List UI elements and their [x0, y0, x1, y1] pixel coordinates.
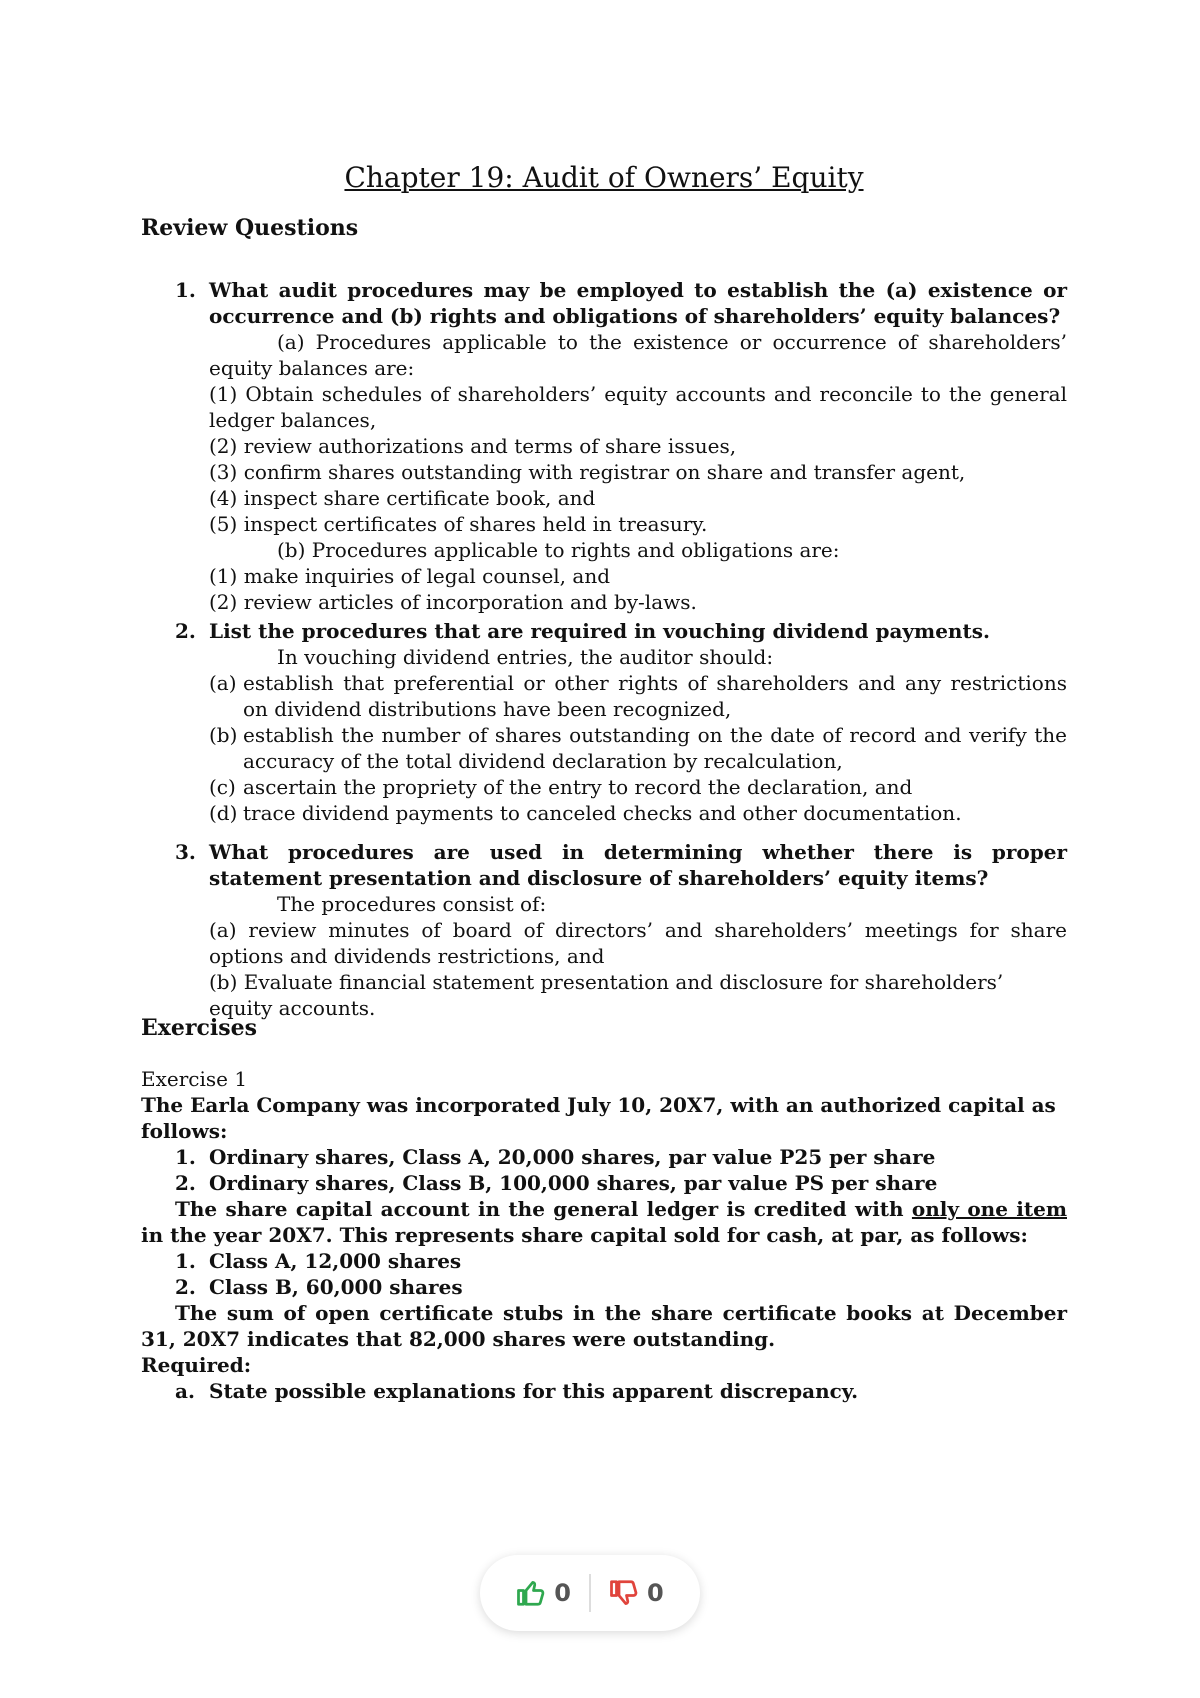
answer-item: [209, 722, 1067, 774]
item-text: ascertain the propriety of the entry to record the declaration, and: [243, 775, 913, 799]
item-number: 1.: [175, 1249, 196, 1273]
exercise-1: [141, 1066, 1067, 1404]
paragraph-text: The share capital account in the general ledger is credited with: [175, 1197, 912, 1221]
answer-item: (a) review minutes of board of directors’ and shareholders’ meetings for share options and dividends restrictions, and: [209, 918, 1067, 968]
thumbs-up-icon: [516, 1578, 546, 1608]
list-item: [141, 1378, 1067, 1404]
answer-intro: The procedures consist of:: [277, 892, 547, 916]
list-item: [141, 1274, 1067, 1300]
item-text: State possible explanations for this apparent discrepancy.: [209, 1379, 859, 1403]
answer-item: (1) Obtain schedules of shareholders’ equity accounts and reconcile to the general ledger balances,: [209, 382, 1067, 432]
answer-item: (3) confirm shares outstanding with registrar on share and transfer agent,: [209, 460, 966, 484]
question-text: List the procedures that are required in vouching dividend payments.: [209, 619, 990, 643]
answer-item: [209, 670, 1067, 722]
item-text: Ordinary shares, Class A, 20,000 shares, par value P25 per share: [209, 1145, 936, 1169]
underlined-text: only one item: [911, 1197, 1067, 1221]
item-text: establish that preferential or other rights of shareholders and any restrictions on dividend distributions have been recognized,: [243, 671, 1067, 721]
answer-intro-a: (a) Procedures applicable to the existence or occurrence of shareholders’ equity balances are:: [209, 330, 1067, 380]
item-label: (b): [209, 723, 238, 747]
question-text: What audit procedures may be employed to establish the (a) existence or occurrence and (b) rights and obligations of shareholders’ equity balances?: [209, 278, 1067, 328]
answer-item: (2) review authorizations and terms of share issues,: [209, 434, 737, 458]
question-1: [141, 277, 1067, 615]
answer-item: (b) Evaluate financial statement presentation and disclosure for shareholders’ equity accounts.: [209, 970, 1004, 1020]
list-item: [141, 1248, 1067, 1274]
answer-intro-b: (b) Procedures applicable to rights and obligations are:: [277, 538, 840, 562]
answer-item: (1) make inquiries of legal counsel, and: [209, 564, 610, 588]
list-item: [141, 1144, 1067, 1170]
item-number: 2.: [175, 1171, 196, 1195]
item-text: establish the number of shares outstanding on the date of record and verify the accuracy of the total dividend declaration by recalculation,: [243, 723, 1067, 773]
answer-item: [209, 774, 1067, 800]
question-number: 1.: [175, 278, 196, 302]
item-text: Ordinary shares, Class B, 100,000 shares, par value PS per share: [209, 1171, 938, 1195]
review-questions-heading: Review Questions: [141, 215, 359, 241]
item-number: 2.: [175, 1275, 196, 1299]
item-text: Class A, 12,000 shares: [209, 1249, 462, 1273]
answer-item: (4) inspect share certificate book, and: [209, 486, 596, 510]
divider: [589, 1574, 591, 1612]
list-item: [141, 1170, 1067, 1196]
paragraph-text: in the year 20X7. This represents share capital sold for cash, at par, as follows:: [141, 1223, 1028, 1247]
question-3: [141, 839, 1067, 1021]
exercises-heading: Exercises: [141, 1015, 257, 1041]
required-label: Required:: [141, 1353, 252, 1377]
item-number: 1.: [175, 1145, 196, 1169]
exercise-label: Exercise 1: [141, 1067, 248, 1091]
question-number: 2.: [175, 619, 196, 643]
like-button[interactable]: [516, 1578, 571, 1608]
item-label: (c): [209, 775, 236, 799]
dislike-button[interactable]: [609, 1578, 664, 1608]
rating-widget: [480, 1555, 700, 1631]
answer-item: (5) inspect certificates of shares held in treasury.: [209, 512, 708, 536]
answer-intro: In vouching dividend entries, the auditor should:: [277, 645, 774, 669]
question-number: 3.: [175, 840, 196, 864]
question-text: What procedures are used in determining whether there is proper statement presentation and disclosure of shareholders’ equity items?: [209, 840, 1067, 890]
item-text: trace dividend payments to canceled checks and other documentation.: [243, 801, 962, 825]
answer-item: (2) review articles of incorporation and by-laws.: [209, 590, 697, 614]
answer-item: [209, 800, 1067, 826]
exercise-paragraph: The sum of open certificate stubs in the share certificate books at December 31, 20X7 indicates that 82,000 shares were outstanding.: [141, 1301, 1067, 1351]
item-number: a.: [175, 1379, 195, 1403]
item-text: Class B, 60,000 shares: [209, 1275, 463, 1299]
page-title: Chapter 19: Audit of Owners’ Equity: [344, 161, 864, 194]
exercise-intro: The Earla Company was incorporated July 10, 20X7, with an authorized capital as follows:: [141, 1093, 1056, 1143]
item-label: (d): [209, 801, 238, 825]
exercise-paragraph: [141, 1196, 1067, 1248]
like-count: 0: [554, 1579, 571, 1607]
thumbs-down-icon: [609, 1578, 639, 1608]
dislike-count: 0: [647, 1579, 664, 1607]
item-label: (a): [209, 671, 237, 695]
question-2: [141, 618, 1067, 826]
